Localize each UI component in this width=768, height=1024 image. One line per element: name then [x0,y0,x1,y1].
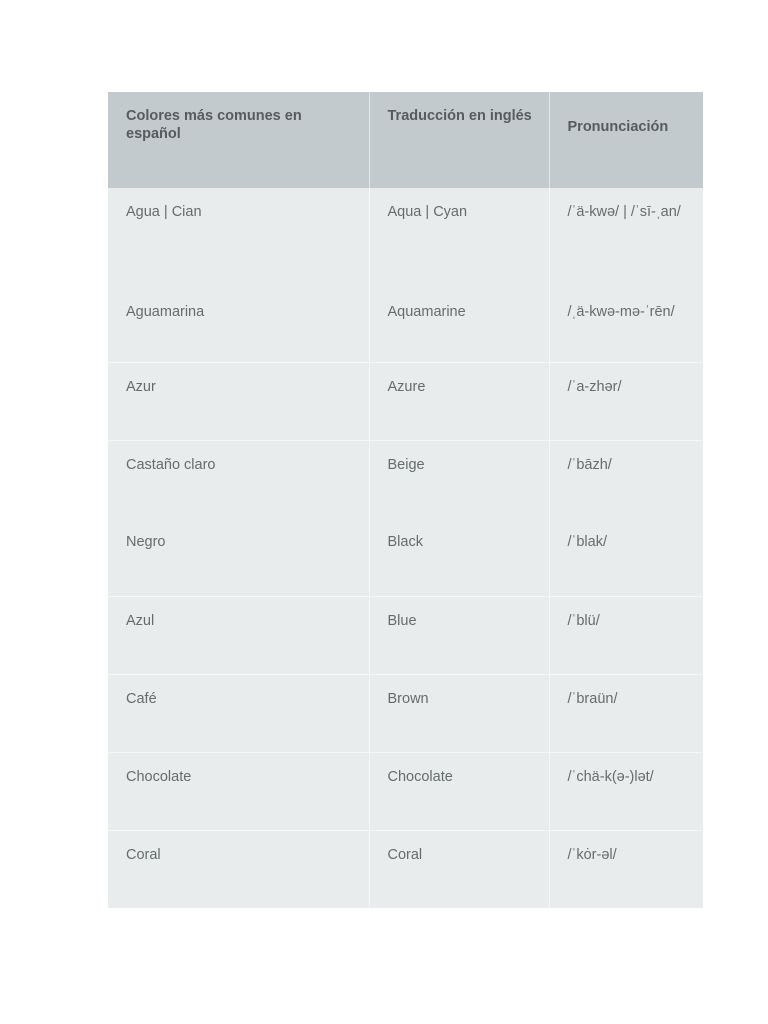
cell-spanish: Castaño claro [108,440,369,518]
cell-pronunciation: /ˈbāzh/ [549,440,703,518]
table-body [108,188,703,908]
cell-spanish: Coral [108,830,369,908]
cell-english: Brown [369,674,549,752]
table-header [108,92,703,188]
table-row [108,752,703,830]
cell-english: Chocolate [369,752,549,830]
cell-pronunciation: /ˈä-kwə/ | /ˈsī-ˌan/ [549,188,703,284]
header-pronunciation: Pronunciación [549,92,703,188]
header-spanish: Colores más comunes en español [108,92,369,188]
cell-pronunciation: /ˈa-zhər/ [549,362,703,440]
table-row [108,518,703,596]
cell-english: Azure [369,362,549,440]
cell-spanish: Agua | Cian [108,188,369,284]
cell-spanish: Negro [108,518,369,596]
cell-english: Aqua | Cyan [369,188,549,284]
cell-spanish: Chocolate [108,752,369,830]
table-row [108,284,703,362]
colors-table-container [108,92,703,908]
cell-english: Aquamarine [369,284,549,362]
table-row [108,362,703,440]
cell-spanish: Azur [108,362,369,440]
cell-english: Black [369,518,549,596]
colors-table [108,92,703,908]
cell-spanish: Café [108,674,369,752]
cell-pronunciation: /ˈchä-k(ə-)lət/ [549,752,703,830]
cell-pronunciation: /ˈkȯr-əl/ [549,830,703,908]
table-row [108,188,703,284]
cell-english: Beige [369,440,549,518]
header-row [108,92,703,188]
header-english: Traducción en inglés [369,92,549,188]
table-row [108,830,703,908]
table-row [108,674,703,752]
table-row [108,596,703,674]
cell-pronunciation: /ˈblü/ [549,596,703,674]
cell-pronunciation: /ˈblak/ [549,518,703,596]
cell-pronunciation: /ˌä-kwə-mə-ˈrēn/ [549,284,703,362]
cell-spanish: Azul [108,596,369,674]
cell-pronunciation: /ˈbraün/ [549,674,703,752]
cell-english: Blue [369,596,549,674]
table-row [108,440,703,518]
cell-english: Coral [369,830,549,908]
cell-spanish: Aguamarina [108,284,369,362]
